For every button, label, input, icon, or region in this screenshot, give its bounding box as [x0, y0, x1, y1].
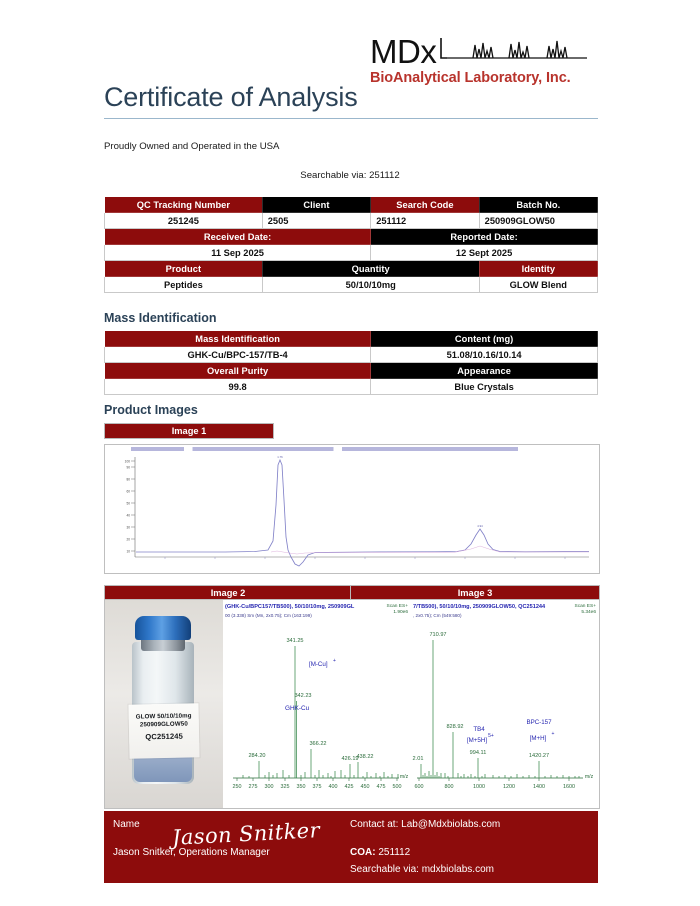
- image-1-chromatogram: [104, 444, 600, 574]
- value-qc-tracking-number: 251245: [105, 213, 263, 229]
- chromatogram-plot: [105, 445, 599, 573]
- svg-text:4.94: 4.94: [477, 524, 483, 528]
- table-row: [105, 213, 598, 229]
- banner-image-3: Image 3: [350, 585, 600, 601]
- peak-label-710: 710.97: [429, 632, 447, 638]
- image-3-mass-spectrum-right: [411, 600, 599, 808]
- header-received-date: Received Date:: [105, 229, 371, 245]
- header-qc-tracking-number: QC Tracking Number: [105, 197, 263, 213]
- svg-text:1.76: 1.76: [277, 455, 283, 459]
- title-divider: [104, 118, 598, 119]
- svg-text:1400: 1400: [533, 784, 545, 790]
- table-row: [105, 347, 598, 363]
- spectrum-left-plot: [223, 600, 411, 808]
- tagline: Proudly Owned and Operated in the USA: [104, 141, 280, 152]
- peak-label-632: 2.01: [412, 756, 424, 762]
- svg-text:20: 20: [126, 537, 130, 542]
- value-reported-date: 12 Sept 2025: [371, 245, 598, 261]
- svg-text:325: 325: [280, 784, 290, 790]
- annotation-m-minus-cu-charge: +: [333, 658, 336, 664]
- image-2-vial-photo: [105, 600, 223, 808]
- svg-text:10: 10: [126, 549, 130, 554]
- value-client: 2505: [262, 213, 370, 229]
- annotation-bpc-charge: +: [551, 731, 555, 737]
- spectrum-left-scan-mode: Scan ES+: [386, 604, 408, 609]
- document-footer: [104, 811, 598, 883]
- svg-text:350: 350: [296, 784, 306, 790]
- table-row: [105, 277, 598, 293]
- peak-label-284: 284.20: [248, 753, 266, 759]
- annotation-bpc-157: BPC-157: [526, 719, 552, 726]
- footer-role-line: Jason Snitker, Operations Manager: [113, 847, 270, 858]
- annotation-tb4-adduct: [M+5H]: [466, 737, 488, 744]
- value-product: Peptides: [105, 277, 263, 293]
- annotation-tb4: TB4: [473, 726, 485, 733]
- mass-identification-heading: Mass Identification: [104, 311, 217, 325]
- banner-image-1: Image 1: [104, 423, 274, 439]
- images-2-3-frame: [104, 599, 600, 809]
- svg-text:500: 500: [392, 784, 402, 790]
- header-quantity: Quantity: [262, 261, 479, 277]
- chromatogram-header-text: [131, 447, 571, 451]
- mass-identification-table: [104, 330, 598, 395]
- peak-label-426: 426.19: [341, 756, 359, 762]
- page-title: Certificate of Analysis: [104, 82, 358, 112]
- header-content-mg: Content (mg): [371, 331, 598, 347]
- header-search-code: Search Code: [371, 197, 479, 213]
- table-row: [105, 197, 598, 213]
- peak-label-828: 828.92: [446, 724, 464, 730]
- chromatogram-logo-icon: [439, 34, 587, 68]
- svg-text:80: 80: [126, 477, 130, 482]
- svg-text:450: 450: [360, 784, 370, 790]
- value-search-code: 251112: [371, 213, 479, 229]
- table-row: [105, 245, 598, 261]
- peak-label-1420: 1420.27: [528, 753, 550, 759]
- peak-label-438: 438.22: [356, 754, 374, 760]
- table-row: [105, 379, 598, 395]
- image-3-mass-spectrum-left: [223, 600, 411, 808]
- spectrum-right-scan-mode: Scan ES+: [574, 604, 596, 609]
- peak-label-366: 366.22: [309, 741, 327, 747]
- svg-text:50: 50: [126, 501, 130, 506]
- vial-label-line-2: 250909GLOW50: [139, 720, 188, 729]
- header-appearance: Appearance: [371, 363, 598, 379]
- annotation-ghk-cu: GHK-Cu: [285, 705, 310, 712]
- spectrum-right-scan-intensity: 5.34e6: [581, 610, 596, 616]
- spectrum-right-subtitle: , 2x0.75); Cm (549:580): [413, 613, 462, 618]
- footer-coa: [350, 847, 410, 858]
- spectrum-left-scan-intensity: 1.90e6: [393, 610, 408, 616]
- value-quantity: 50/10/10mg: [262, 277, 479, 293]
- info-table: [104, 196, 598, 293]
- value-overall-purity: 99.8: [105, 379, 371, 395]
- svg-text:1600: 1600: [563, 784, 575, 790]
- annotation-bpc-adduct: [M+H]: [529, 735, 547, 742]
- vial-label-line-1: GLOW 50/10/10mg: [135, 712, 192, 721]
- logo-wordmark: MDx: [370, 33, 437, 70]
- svg-text:100: 100: [124, 459, 130, 464]
- svg-text:400: 400: [328, 784, 338, 790]
- spectrum-left-subtitle: 00 (3.338) Sm (Mn, 2x0.75); Cm (163:199): [225, 613, 312, 618]
- svg-text:1000: 1000: [473, 784, 485, 790]
- spectrum-left-title: (GHK-Cu/BPC157/TB500), 50/10/10mg, 250909GL: [225, 604, 355, 610]
- svg-text:90: 90: [126, 465, 130, 470]
- banner-image-2: Image 2: [104, 585, 352, 601]
- vial-label: [128, 703, 199, 758]
- table-row: [105, 229, 598, 245]
- svg-text:300: 300: [264, 784, 274, 790]
- table-row: [105, 331, 598, 347]
- footer-contact: Contact at: Lab@Mdxbiolabs.com: [350, 819, 501, 830]
- peak-label-342: 342.23: [294, 693, 312, 699]
- searchable-via-top: Searchable via: 251112: [300, 170, 400, 181]
- vial-label-line-3: QC251245: [145, 731, 183, 742]
- table-row: [105, 261, 598, 277]
- annotation-tb4-charge: 5+: [488, 733, 494, 739]
- footer-coa-value: 251112: [378, 847, 411, 858]
- spectrum-right-plot: [411, 600, 599, 808]
- header-product: Product: [105, 261, 263, 277]
- vial-cap: [135, 616, 191, 640]
- svg-text:375: 375: [312, 784, 322, 790]
- spectrum-right-xlabel: m/z: [584, 774, 594, 780]
- svg-text:475: 475: [376, 784, 386, 790]
- svg-text:275: 275: [248, 784, 258, 790]
- svg-text:1200: 1200: [503, 784, 515, 790]
- footer-coa-label: COA:: [350, 847, 376, 858]
- header-identity: Identity: [479, 261, 597, 277]
- peak-label-994: 994.11: [469, 750, 487, 756]
- footer-searchable: Searchable via: mdxbiolabs.com: [350, 864, 494, 875]
- svg-text:30: 30: [126, 525, 130, 530]
- spectrum-left-xlabel: m/z: [399, 774, 409, 780]
- company-logo: [370, 34, 610, 86]
- footer-name-label: Name: [113, 819, 140, 830]
- logo-subtitle: BioAnalytical Laboratory, Inc.: [370, 70, 571, 86]
- value-batch-no: 250909GLOW50: [479, 213, 597, 229]
- spectrum-right-title: 7/TB500), 50/10/10mg, 250909GLOW50, QC251244: [413, 604, 546, 610]
- svg-text:250: 250: [232, 784, 242, 790]
- document-header: [0, 0, 700, 128]
- value-mass-identification: GHK-Cu/BPC-157/TB-4: [105, 347, 371, 363]
- value-content-mg: 51.08/10.16/10.14: [371, 347, 598, 363]
- svg-text:600: 600: [414, 784, 424, 790]
- value-appearance: Blue Crystals: [371, 379, 598, 395]
- svg-text:800: 800: [444, 784, 454, 790]
- signature: Jason Snitker: [171, 818, 321, 850]
- value-received-date: 11 Sep 2025: [105, 245, 371, 261]
- svg-text:40: 40: [126, 513, 130, 518]
- svg-text:425: 425: [344, 784, 354, 790]
- header-reported-date: Reported Date:: [371, 229, 598, 245]
- value-identity: GLOW Blend: [479, 277, 597, 293]
- svg-text:60: 60: [126, 489, 130, 494]
- header-batch-no: Batch No.: [479, 197, 597, 213]
- annotation-m-minus-cu: [M-Cu]: [309, 661, 328, 668]
- peak-label-341: 341.25: [286, 638, 304, 644]
- header-client: Client: [262, 197, 370, 213]
- product-images-heading: Product Images: [104, 403, 198, 417]
- header-overall-purity: Overall Purity: [105, 363, 371, 379]
- header-mass-identification: Mass Identification: [105, 331, 371, 347]
- table-row: [105, 363, 598, 379]
